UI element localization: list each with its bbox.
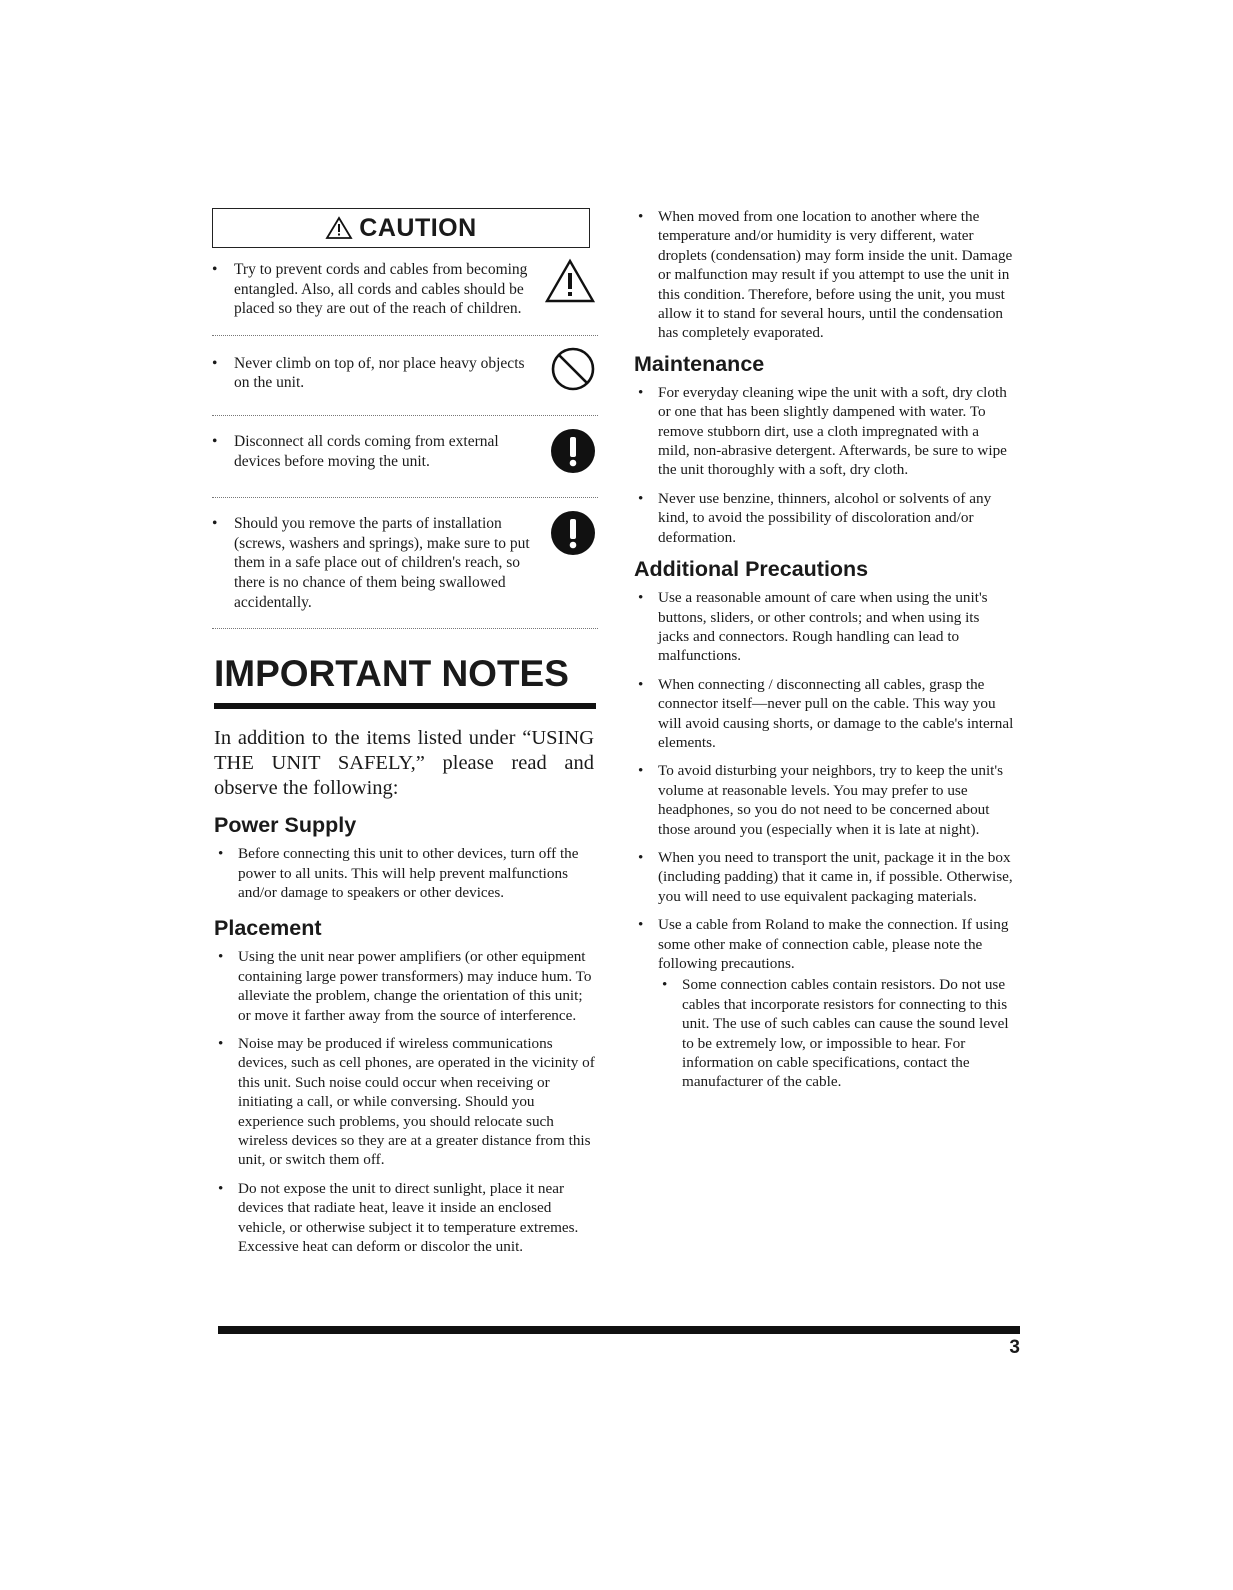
right-column [632,207,1014,1101]
sub-list-item: • Some connection cables contain resistors. Do not use cables that incorporate resistors for connecting to this unit. The use of such cables can cause the sound level to be extremely low, or impossible to hear. For information on cable specifications, contact the manufacturer of the cable. [658,975,1014,1091]
list-item: • When you need to transport the unit, package it in the box (including padding) that it came in, if possible. Otherwise, you will need to use equivalent packaging materials. [632,848,1014,906]
maintenance-list [632,383,1014,547]
placement-list-continued [632,207,1014,343]
additional-precautions-list [632,588,1014,1092]
list-item: • Do not expose the unit to direct sunlight, place it near devices that radiate heat, leave it inside an enclosed vehicle, or otherwise subject it to temperature extremes. Excessive heat can deform or discolor the unit. [212,1179,598,1257]
list-item: • Using the unit near power amplifiers (or other equipment containing large power transformers) may induce hum. To alleviate the problem, change the orientation of this unit; or move it farther away from the source of interference. [212,947,598,1025]
list-item: • For everyday cleaning wipe the unit with a soft, dry cloth or one that has been slightly dampened with water. To remove stubborn dirt, use a cloth impregnated with a mild, non-abrasive detergent. Afterwards, be sure to wipe the unit thoroughly with a soft, dry cloth. [632,383,1014,480]
page-title: IMPORTANT NOTES [214,653,596,709]
list-item [632,915,1014,1092]
caution-item [212,336,598,416]
sub-list [658,975,1014,1091]
footer-rule [218,1326,1020,1334]
caution-text: • Try to prevent cords and cables from becoming entangled. Also, all cords and cables should be placed so they are out of the reach of children. [212,260,538,319]
list-item: • To avoid disturbing your neighbors, try to keep the unit's volume at reasonable levels. You may prefer to use headphones, so you do not need to be concerned about those around you (especially when it is late at night). [632,761,1014,839]
page-number: 3 [1009,1337,1020,1358]
caution-text: • Disconnect all cords coming from external devices before moving the unit. [212,432,538,471]
caution-item [212,248,598,336]
list-item: • Noise may be produced if wireless communications devices, such as cell phones, are operated in the vicinity of this unit. Such noise could occur when receiving or initiating a call, or while conversing. Should you experience such problems, you should relocate such wireless devices so they are at a greater distance from this unit, or switch them off. [212,1034,598,1170]
warning-triangle-icon [325,216,353,240]
intro-paragraph: In addition to the items listed under “USING THE UNIT SAFELY,” please read and observe the following: [214,727,594,800]
list-item: • Never use benzine, thinners, alcohol or solvents of any kind, to avoid the possibility of discoloration and/or deformation. [632,489,1014,547]
caution-item [212,416,598,498]
section-heading-placement: Placement [214,916,322,941]
list-item-text: Use a cable from Roland to make the connection. If using some other make of connection cable, please note the following precautions. [658,916,1009,972]
power-supply-list [212,844,598,902]
section-heading-maintenance: Maintenance [634,351,765,376]
section-heading-power-supply: Power Supply [214,813,357,838]
list-item: • When moved from one location to another where the temperature and/or humidity is very different, water droplets (condensation) may form inside the unit. Damage or malfunction may result if you attempt to use the unit in this condition. Therefore, before using the unit, you must allow it to stand for several hours, until the condensation has completely evaporated. [632,207,1014,343]
list-item: • Before connecting this unit to other devices, turn off the power to all units. This will help prevent malfunctions and/or damage to speakers or other devices. [212,844,598,902]
mandatory-action-icon [550,428,596,474]
list-item: • When connecting / disconnecting all cables, grasp the connector itself—never pull on the cable. This way you will avoid causing shorts, or damage to the cable's internal elements. [632,675,1014,753]
prohibited-icon [550,346,596,392]
warning-triangle-icon [544,258,596,304]
caution-header [212,208,590,248]
caution-title: CAUTION [359,213,477,242]
placement-list [212,947,598,1256]
caution-text: • Should you remove the parts of installation (screws, washers and springs), make sure to put them in a safe place out of children's reach, so there is no chance of them being swallowed accidentally. [212,514,538,612]
caution-text: • Never climb on top of, nor place heavy objects on the unit. [212,354,538,393]
mandatory-action-icon [550,510,596,556]
caution-item [212,498,598,629]
section-heading-additional-precautions: Additional Precautions [634,557,869,582]
list-item: • Use a reasonable amount of care when using the unit's buttons, sliders, or other controls; and when using its jacks and connectors. Rough handling can lead to malfunctions. [632,588,1014,666]
left-column [212,208,598,1265]
